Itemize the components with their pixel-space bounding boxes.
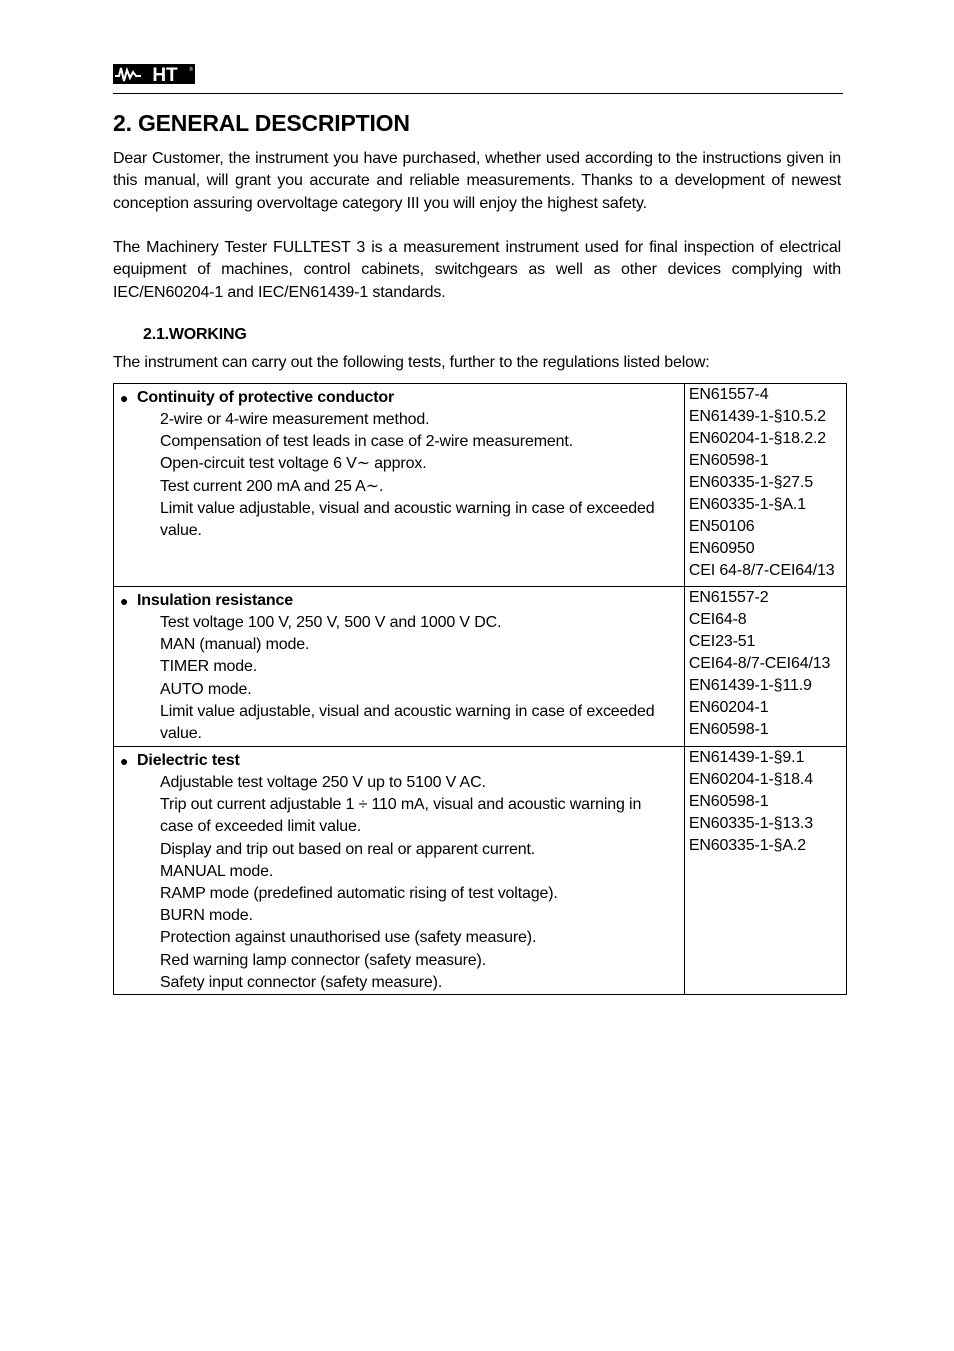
- list-item: AUTO mode.: [160, 680, 252, 698]
- test-features: [160, 409, 684, 542]
- list-item: Open-circuit test voltage 6 V∼ approx.: [160, 455, 427, 473]
- list-item: MAN (manual) mode.: [160, 636, 310, 654]
- intro-paragraph: Dear Customer, the instrument you have purchased, whether used according to the instructions given in this manual, will grant you accurate and reliable measurements. Thanks to a development of newest conception assuring overvoltage category III you will enjoy the highest safety.: [113, 150, 841, 212]
- list-item: BURN mode.: [160, 907, 253, 925]
- test-name: Continuity of protective conductor: [137, 389, 395, 406]
- svg-text:®: ®: [189, 67, 193, 73]
- tests-table: [113, 383, 847, 995]
- list-item: Trip out current adjustable 1 ÷ 110 mA, visual and acoustic warning in case of exceeded limit value.: [160, 796, 642, 836]
- standards-cell: [684, 384, 846, 587]
- tests-intro: The instrument can carry out the following tests, further to the regulations listed below:: [113, 354, 710, 371]
- standard-item: EN60598-1: [688, 721, 769, 738]
- test-description-cell: [114, 587, 685, 747]
- list-item: Adjustable test voltage 250 V up to 5100 V AC.: [160, 774, 486, 791]
- standard-item: CEI64-8: [688, 611, 747, 628]
- bullet-icon: ●: [120, 753, 129, 769]
- standards-cell: [684, 747, 846, 995]
- list-item: Limit value adjustable, visual and acoustic warning in case of exceeded value.: [160, 702, 655, 743]
- test-features: [160, 612, 684, 745]
- standard-item: EN61439-1-§9.1: [688, 749, 805, 766]
- subsection-title: 2.1.WORKING: [143, 326, 247, 343]
- list-item: Test current 200 mA and 25 A∼.: [160, 477, 384, 495]
- standard-item: EN61439-1-§10.5.2: [688, 408, 826, 425]
- table-row: [114, 747, 847, 995]
- standard-item: EN60598-1: [688, 452, 769, 469]
- standard-item: EN50106: [688, 518, 755, 535]
- standard-item: CEI64-8/7-CEI64/13: [688, 655, 831, 672]
- list-item: Test voltage 100 V, 250 V, 500 V and 1000 V DC.: [160, 614, 502, 631]
- section-title: 2. GENERAL DESCRIPTION: [113, 110, 410, 136]
- list-item: Compensation of test leads in case of 2-wire measurement.: [160, 433, 573, 451]
- standard-item: EN60204-1-§18.4: [688, 771, 813, 788]
- list-item: Red warning lamp connector (safety measure).: [160, 951, 486, 969]
- header-divider: [113, 93, 843, 94]
- standard-item: EN60598-1: [688, 793, 769, 810]
- standard-item: EN60204-1-§18.2.2: [688, 430, 826, 447]
- test-name: Dielectric test: [137, 752, 240, 769]
- standard-item: EN60335-1-§A.2: [688, 837, 806, 854]
- ht-logo: [113, 62, 197, 86]
- standard-item: EN60950: [688, 540, 755, 557]
- standard-item: CEI 64-8/7-CEI64/13: [688, 562, 835, 579]
- list-item: MANUAL mode.: [160, 862, 274, 880]
- standard-item: EN60335-1-§13.3: [688, 815, 813, 832]
- standard-item: EN60335-1-§A.1: [688, 496, 806, 513]
- standard-item: EN60204-1: [688, 699, 769, 716]
- standard-item: CEI23-51: [688, 633, 756, 650]
- standard-item: EN61557-4: [688, 386, 769, 403]
- standard-item: EN60335-1-§27.5: [688, 474, 813, 491]
- table-row: [114, 587, 847, 747]
- list-item: Protection against unauthorised use (safety measure).: [160, 929, 537, 947]
- list-item: 2-wire or 4-wire measurement method.: [160, 411, 430, 428]
- description-paragraph: The Machinery Tester FULLTEST 3 is a measurement instrument used for final inspection of electrical equipment of machines, control cabinets, switchgears as well as other devices complying with IEC/EN60204-1 and IEC/EN61439-1 standards.: [113, 239, 841, 301]
- list-item: Display and trip out based on real or apparent current.: [160, 840, 536, 858]
- table-row: [114, 384, 847, 587]
- list-item: TIMER mode.: [160, 658, 258, 676]
- standards-cell: [684, 587, 846, 747]
- test-description-cell: [114, 747, 685, 995]
- standard-item: EN61557-2: [688, 589, 769, 606]
- list-item: Limit value adjustable, visual and acoustic warning in case of exceeded value.: [160, 499, 655, 540]
- logo-text: HT: [152, 65, 178, 86]
- list-item: RAMP mode (predefined automatic rising of test voltage).: [160, 885, 558, 903]
- bullet-icon: ●: [120, 593, 129, 609]
- test-description-cell: [114, 384, 685, 587]
- test-name: Insulation resistance: [137, 592, 294, 609]
- list-item: Safety input connector (safety measure).: [160, 973, 443, 991]
- standard-item: EN61439-1-§11.9: [688, 677, 812, 694]
- test-features: [160, 772, 684, 994]
- bullet-icon: ●: [120, 390, 129, 406]
